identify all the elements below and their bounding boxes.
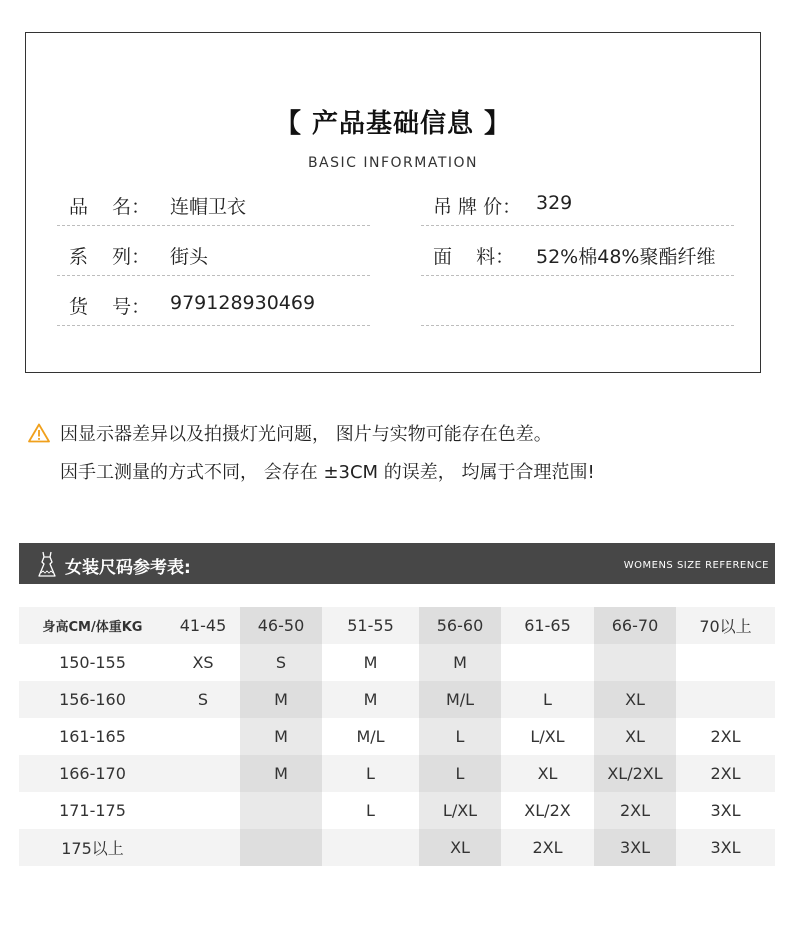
table-cell: 156-160 [19, 681, 166, 718]
table-cell: 175以上 [19, 829, 166, 866]
info-value: 52%棉48%聚酯纤维 [536, 246, 716, 268]
info-row-name [57, 178, 370, 226]
table-cell: M [419, 644, 501, 681]
table-cell: L [501, 681, 594, 718]
table-cell: M [240, 681, 322, 718]
info-label: 吊 牌 价： [433, 196, 522, 218]
table-header-cell: 46-50 [240, 607, 322, 644]
table-cell: XL/2XL [594, 755, 676, 792]
table-row [19, 644, 775, 681]
table-row [19, 681, 775, 718]
info-row-price [421, 178, 734, 226]
info-subtitle: BASIC INFORMATION [307, 155, 479, 171]
table-cell: 150-155 [19, 644, 166, 681]
table-cell [594, 644, 676, 681]
table-cell: 2XL [501, 829, 594, 866]
info-label: 品 名： [69, 196, 151, 218]
notice-line-1: 因显示器差异以及拍摄灯光问题， 图片与实物可能存在色差。 [60, 424, 552, 445]
table-row [19, 792, 775, 829]
table-cell: L [419, 755, 501, 792]
table-header-row [19, 607, 775, 644]
info-row-series [57, 228, 370, 276]
size-chart-header [19, 543, 775, 584]
info-row-empty [421, 278, 734, 326]
size-table [19, 607, 775, 866]
size-chart-title: 女装尺码参考表: [65, 558, 191, 578]
table-cell: 166-170 [19, 755, 166, 792]
table-cell: M [322, 644, 419, 681]
info-label: 系 列： [69, 246, 151, 268]
notice-line-2: 因手工测量的方式不同， 会存在 ±3CM 的误差， 均属于合理范围! [60, 462, 595, 483]
table-header-cell: 70以上 [676, 607, 775, 644]
table-cell: 2XL [676, 755, 775, 792]
table-cell [676, 681, 775, 718]
table-cell: XL/2X [501, 792, 594, 829]
table-cell: L [419, 718, 501, 755]
table-header-cell: 51-55 [322, 607, 419, 644]
info-value: 连帽卫衣 [170, 196, 247, 218]
table-cell [322, 829, 419, 866]
table-cell [240, 792, 322, 829]
table-cell: L [322, 792, 419, 829]
table-cell: L [322, 755, 419, 792]
table-header-cell: 66-70 [594, 607, 676, 644]
table-header-cell: 41-45 [166, 607, 240, 644]
table-cell: M [240, 718, 322, 755]
table-cell [166, 718, 240, 755]
table-cell: XL [501, 755, 594, 792]
table-cell: XL [594, 718, 676, 755]
info-label: 货 号： [69, 296, 151, 318]
table-cell: M/L [322, 718, 419, 755]
table-cell: S [240, 644, 322, 681]
info-label: 面 料： [433, 246, 515, 268]
table-cell: S [166, 681, 240, 718]
table-header-cell: 56-60 [419, 607, 501, 644]
table-cell: 161-165 [19, 718, 166, 755]
table-row [19, 755, 775, 792]
table-cell: XS [166, 644, 240, 681]
table-cell: 3XL [676, 829, 775, 866]
table-cell [240, 829, 322, 866]
table-cell: 2XL [594, 792, 676, 829]
table-cell: L/XL [419, 792, 501, 829]
table-row [19, 829, 775, 866]
table-cell: 171-175 [19, 792, 166, 829]
size-chart-reference: WOMENS SIZE REFERENCE [623, 560, 769, 571]
product-info-box [25, 32, 761, 373]
table-cell [166, 792, 240, 829]
table-cell: 3XL [676, 792, 775, 829]
table-cell: XL [419, 829, 501, 866]
table-cell: XL [594, 681, 676, 718]
table-cell [501, 644, 594, 681]
warning-icon [28, 423, 50, 443]
table-cell [166, 829, 240, 866]
table-cell [676, 644, 775, 681]
info-row-fabric [421, 228, 734, 276]
table-cell: M [240, 755, 322, 792]
table-header-cell: 身高CM/体重KG [19, 607, 166, 644]
info-row-sku [57, 278, 370, 326]
table-cell [166, 755, 240, 792]
info-value: 979128930469 [170, 292, 316, 314]
table-cell: 3XL [594, 829, 676, 866]
info-value: 329 [536, 192, 573, 214]
table-row [19, 718, 775, 755]
info-value: 街头 [170, 246, 209, 268]
table-header-cell: 61-65 [501, 607, 594, 644]
table-cell: 2XL [676, 718, 775, 755]
table-cell: M/L [419, 681, 501, 718]
info-title: 【 产品基础信息 】 [274, 109, 512, 139]
table-cell: M [322, 681, 419, 718]
table-cell: L/XL [501, 718, 594, 755]
dress-icon [37, 551, 57, 577]
